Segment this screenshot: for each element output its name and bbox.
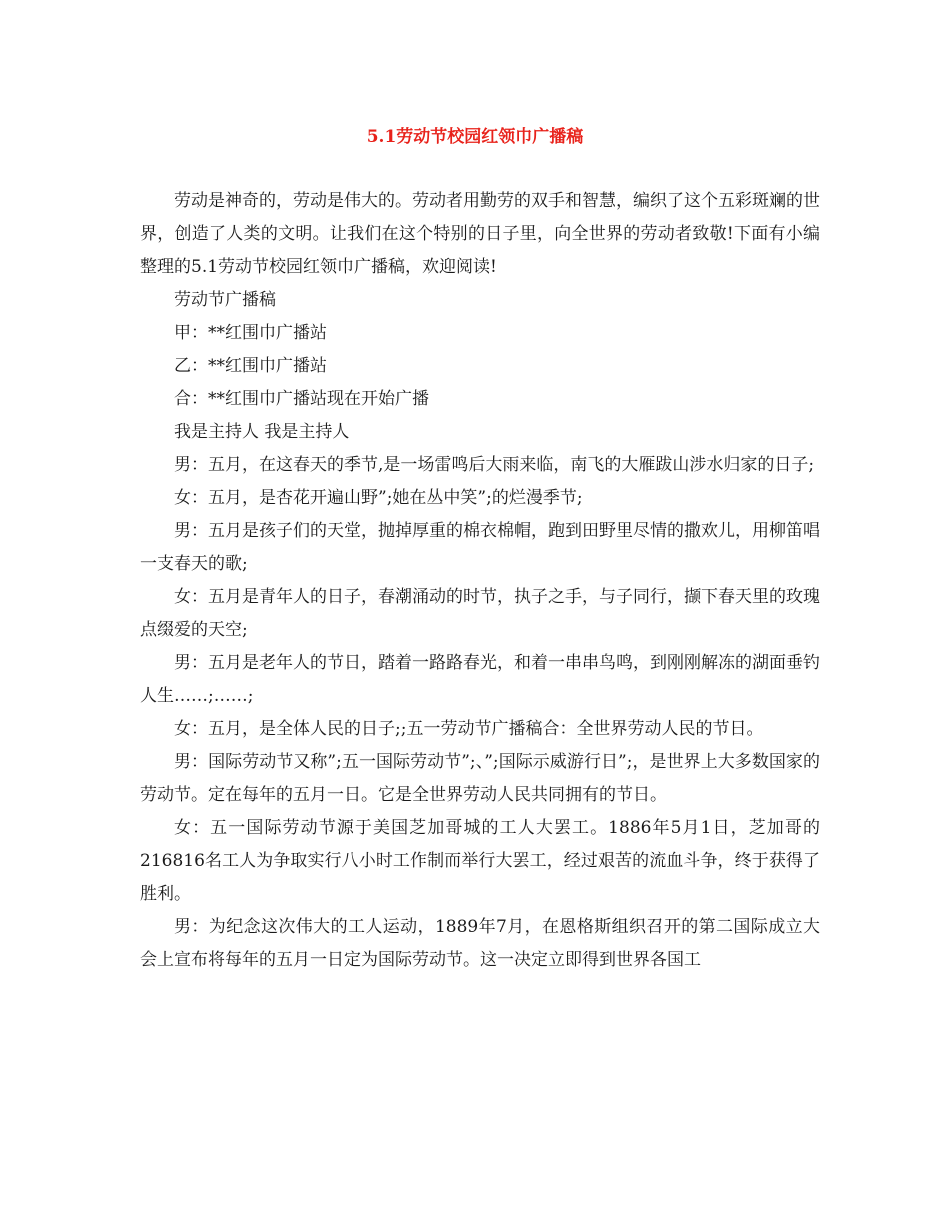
paragraph-line: 男：五月是孩子们的天堂，抛掉厚重的棉衣棉帽，跑到田野里尽情的撒欢儿，用柳笛唱一支春天的歌; <box>140 521 820 574</box>
paragraph-line: 女：五月是青年人的日子，春潮涌动的时节，执子之手，与子同行，撷下春天里的玫瑰点缀爱的天空; <box>140 587 820 640</box>
paragraph-line: 女：五月，是杏花开遍山野”;她在丛中笑”;的烂漫季节; <box>174 488 583 508</box>
document-body <box>140 185 820 977</box>
paragraph-line: 女：五月，是全体人民的日子;;五一劳动节广播稿合：全世界劳动人民的节日。 <box>174 719 764 739</box>
paragraph-intro: 劳动是神奇的，劳动是伟大的。劳动者用勤劳的双手和智慧，编织了这个五彩斑斓的世界，创造了人类的文明。让我们在这个特别的日子里，向全世界的劳动者致敬!下面有小编整理的5.1劳动节校园红领巾广播稿，欢迎阅读! <box>140 191 820 277</box>
paragraph-line: 男：为纪念这次伟大的工人运动，1889年7月，在恩格斯组织召开的第二国际成立大会上宣布将每年的五月一日定为国际劳动节。这一决定立即得到世界各国工 <box>140 917 820 970</box>
document-title: 5.1劳动节校园红领巾广播稿 <box>366 127 584 147</box>
paragraph-line: 甲：**红围巾广播站 <box>174 323 327 343</box>
paragraph-line: 男：国际劳动节又称”;五一国际劳动节”;、”;国际示威游行日”;，是世界上大多数国家的劳动节。定在每年的五月一日。它是全世界劳动人民共同拥有的节日。 <box>140 752 820 805</box>
paragraph-line: 男：五月是老年人的节日，踏着一路路春光，和着一串串鸟鸣，到刚刚解冻的湖面垂钓人生……;……; <box>140 653 820 706</box>
paragraph-line: 女：五一国际劳动节源于美国芝加哥城的工人大罢工。1886年5月1日，芝加哥的216816名工人为争取实行八小时工作制而举行大罢工，经过艰苦的流血斗争，终于获得了胜利。 <box>140 818 820 904</box>
paragraph-line: 合：**红围巾广播站现在开始广播 <box>174 389 429 409</box>
paragraph-line: 乙：**红围巾广播站 <box>174 356 327 376</box>
paragraph-line: 我是主持人 我是主持人 <box>174 422 350 442</box>
paragraph-line: 男：五月，在这春天的季节,是一场雷鸣后大雨来临，南飞的大雁跋山涉水归家的日子; <box>174 455 815 475</box>
paragraph-heading: 劳动节广播稿 <box>174 290 276 310</box>
